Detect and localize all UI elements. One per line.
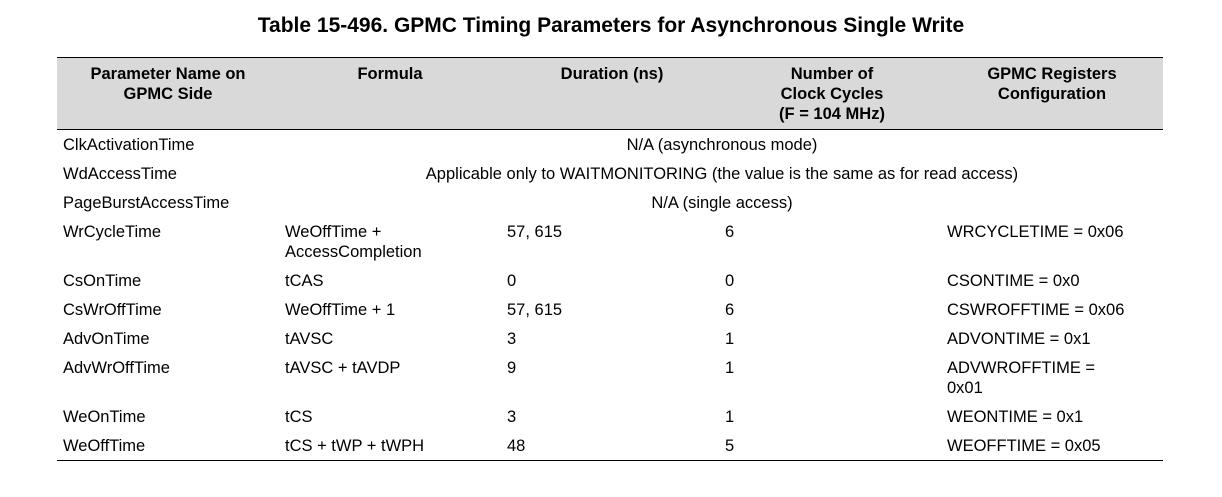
clock-cycles-cell: 6 [725, 301, 735, 319]
parameter-name-cell: CsOnTime [63, 272, 142, 290]
duration-cell: 9 [507, 359, 517, 377]
parameter-name-cell: WrCycleTime [63, 223, 162, 241]
register-config-cell: WEOFFTIME = 0x05 [941, 431, 1163, 461]
formula-cell: tCS + tWP + tWPH [279, 431, 501, 461]
formula-cell: WeOffTime + 1 [285, 301, 396, 319]
header-formula: Formula [279, 58, 501, 130]
header-parameter-name: Parameter Name on GPMC Side [57, 58, 279, 130]
parameter-name-cell: AdvOnTime [63, 330, 150, 348]
table-body [57, 130, 1163, 461]
clock-cycles-cell: 5 [723, 431, 941, 461]
table-row [57, 159, 1163, 188]
table-row [57, 188, 1163, 217]
clock-cycles-cell: 1 [725, 359, 735, 377]
register-config-cell: ADVWROFFTIME = 0x01 [947, 359, 1096, 397]
parameter-name-cell: WeOnTime [63, 408, 146, 426]
parameter-name-cell: PageBurstAccessTime [63, 194, 230, 212]
parameter-name-cell: WeOffTime [57, 431, 279, 461]
register-config-cell: CSWROFFTIME = 0x06 [947, 301, 1125, 319]
register-config-cell: WEONTIME = 0x1 [947, 408, 1084, 426]
clock-cycles-cell: 1 [725, 330, 735, 348]
duration-cell: 3 [507, 330, 517, 348]
span-note-cell: Applicable only to WAITMONITORING (the value is the same as for read access) [425, 165, 1019, 183]
table-row [57, 402, 1163, 431]
parameter-name-cell: WdAccessTime [63, 165, 177, 183]
formula-cell: tCS [285, 408, 313, 426]
table-row [57, 431, 1163, 461]
duration-cell: 57, 615 [507, 301, 563, 319]
timing-table [57, 57, 1163, 461]
header-duration: Duration (ns) [501, 58, 723, 130]
formula-cell: tCAS [285, 272, 324, 290]
table-row [57, 266, 1163, 295]
register-config-cell: WRCYCLETIME = 0x06 [947, 223, 1124, 241]
table-row [57, 217, 1163, 266]
span-note-cell: N/A (asynchronous mode) [626, 136, 818, 154]
duration-cell: 57, 615 [507, 223, 563, 241]
duration-cell: 48 [501, 431, 723, 461]
table-row [57, 130, 1163, 160]
header-registers-config: GPMC Registers Configuration [941, 58, 1163, 130]
duration-cell: 3 [507, 408, 517, 426]
register-config-cell: CSONTIME = 0x0 [947, 272, 1080, 290]
parameter-name-cell: AdvWrOffTime [63, 359, 170, 377]
table-row [57, 324, 1163, 353]
formula-cell: WeOffTime + AccessCompletion [285, 223, 422, 261]
table-row [57, 295, 1163, 324]
duration-cell: 0 [507, 272, 517, 290]
header-clock-cycles: Number of Clock Cycles (F = 104 MHz) [723, 58, 941, 130]
clock-cycles-cell: 0 [725, 272, 735, 290]
span-note-cell: N/A (single access) [651, 194, 793, 212]
parameter-name-cell: ClkActivationTime [63, 136, 195, 154]
formula-cell: tAVSC [285, 330, 334, 348]
clock-cycles-cell: 6 [725, 223, 735, 241]
register-config-cell: ADVONTIME = 0x1 [947, 330, 1091, 348]
clock-cycles-cell: 1 [725, 408, 735, 426]
table-header [57, 58, 1163, 130]
table-title: Table 15-496. GPMC Timing Parameters for Asynchronous Single Write [257, 14, 965, 37]
parameter-name-cell: CsWrOffTime [63, 301, 162, 319]
header-row [57, 58, 1163, 130]
formula-cell: tAVSC + tAVDP [285, 359, 401, 377]
table-row [57, 353, 1163, 402]
